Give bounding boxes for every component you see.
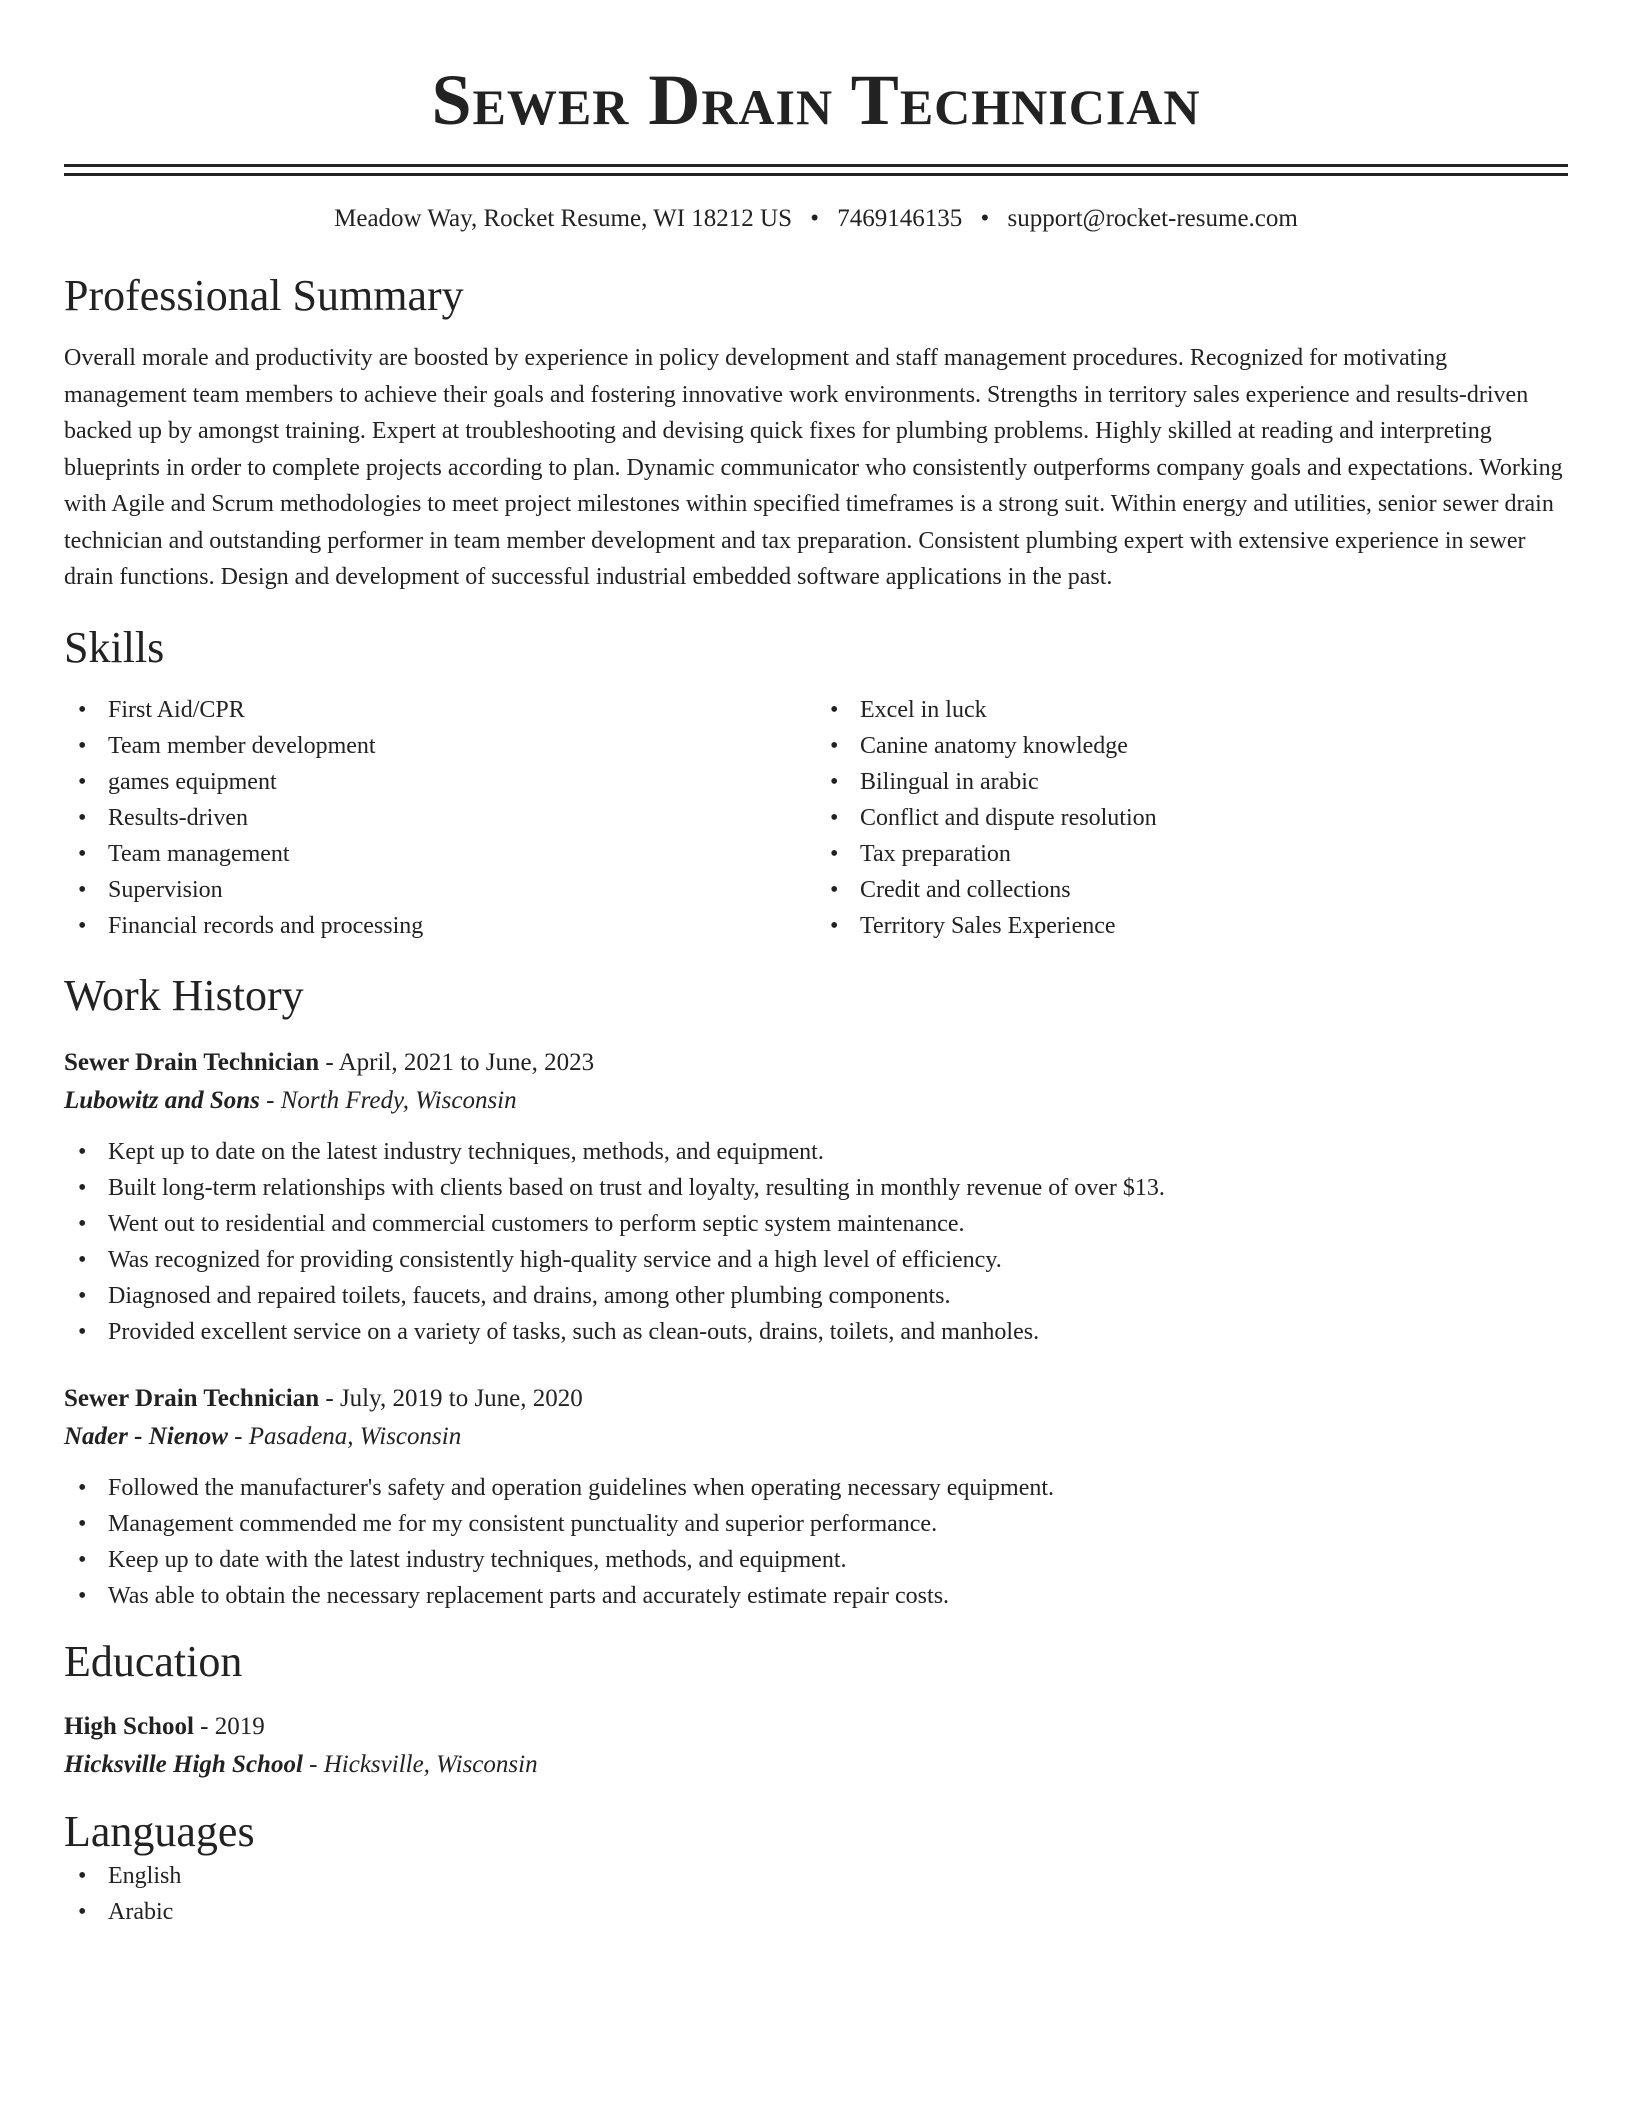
- job-duties-list: [64, 1470, 1568, 1614]
- job-duty-item: • Keep up to date with the latest industry techniques, methods, and equipment.: [64, 1542, 1568, 1578]
- contact-phone: 7469146135: [837, 205, 963, 232]
- job-duty-item: • Built long-term relationships with clients based on trust and loyalty, resulting in monthly revenue of over $13.: [64, 1170, 1568, 1206]
- skill-item: • Team management: [64, 836, 816, 872]
- education-school: Hicksville High School: [64, 1750, 303, 1778]
- summary-section-title: Professional Summary: [64, 271, 464, 320]
- job-duty-item: • Kept up to date on the latest industry techniques, methods, and equipment.: [64, 1134, 1568, 1170]
- job-role: Sewer Drain Technician: [64, 1384, 320, 1412]
- skill-item: • Financial records and processing: [64, 908, 816, 944]
- job-role-line: [64, 1044, 1568, 1082]
- job-entry: [64, 1044, 1568, 1350]
- skill-item: • Bilingual in arabic: [816, 764, 1568, 800]
- job-duties-list: [64, 1134, 1568, 1350]
- skills-list-left: [64, 692, 816, 944]
- job-company-line: [64, 1082, 1568, 1120]
- job-dates: - July, 2019 to June, 2020: [319, 1384, 583, 1412]
- language-item: • English: [64, 1858, 1568, 1894]
- job-duty-item: • Followed the manufacturer's safety and operation guidelines when operating necessary equipment.: [64, 1470, 1568, 1506]
- summary-paragraph: Overall morale and productivity are boosted by experience in policy development and staff management procedures. Recognized for motivating management team members to achieve their goals and fostering innovative work environments. Strengths in territory sales experience and results-driven backed up by amongst training. Expert at troubleshooting and devising quick fixes for plumbing problems. Highly skilled at reading and interpreting blueprints in order to complete projects according to plan. Dynamic communicator who consistently outperforms company goals and expectations. Working with Agile and Scrum methodologies to meet project milestones within specified timeframes is a strong suit. Within energy and utilities, senior sewer drain technician and outstanding performer in team member development and tax preparation. Consistent plumbing expert with extensive experience in sewer drain functions. Design and development of successful industrial embedded software applications in the past.: [64, 345, 1563, 590]
- contact-address: Meadow Way, Rocket Resume, WI 18212 US: [334, 205, 793, 232]
- job-location: - Pasadena, Wisconsin: [227, 1422, 462, 1450]
- job-duty-item: • Provided excellent service on a variety of tasks, such as clean-outs, drains, toilets, and manholes.: [64, 1314, 1568, 1350]
- language-item: • Arabic: [64, 1894, 1568, 1930]
- job-company-line: [64, 1418, 1568, 1456]
- education-location: - Hicksville, Wisconsin: [302, 1750, 538, 1778]
- job-company: Lubowitz and Sons: [64, 1086, 260, 1114]
- education-entry: [64, 1708, 1568, 1784]
- skill-item: • Team member development: [64, 728, 816, 764]
- job-duty-item: • Management commended me for my consistent punctuality and superior performance.: [64, 1506, 1568, 1542]
- resume-name-heading: Sewer Drain Technician: [431, 60, 1201, 140]
- contact-line: [64, 202, 1568, 236]
- skills-list-right: [816, 692, 1568, 944]
- header-double-divider: [64, 164, 1568, 176]
- skills-columns: [64, 692, 1568, 944]
- work-history-section-title: Work History: [64, 970, 304, 1020]
- languages-section-title: Languages: [64, 1806, 255, 1856]
- skill-item: • Tax preparation: [816, 836, 1568, 872]
- skill-item: • Territory Sales Experience: [816, 908, 1568, 944]
- contact-separator: •: [980, 205, 990, 232]
- education-year: - 2019: [193, 1712, 265, 1740]
- job-dates: - April, 2021 to June, 2023: [319, 1048, 595, 1076]
- skill-item: • Excel in luck: [816, 692, 1568, 728]
- education-degree: High School: [64, 1712, 194, 1740]
- job-duty-item: • Diagnosed and repaired toilets, faucets, and drains, among other plumbing components.: [64, 1278, 1568, 1314]
- contact-separator: •: [810, 205, 820, 232]
- job-role: Sewer Drain Technician: [64, 1048, 320, 1076]
- skills-section-title: Skills: [64, 622, 165, 672]
- job-duty-item: • Was recognized for providing consistently high-quality service and a high level of efficiency.: [64, 1242, 1568, 1278]
- education-degree-line: [64, 1708, 1568, 1746]
- skill-item: • Results-driven: [64, 800, 816, 836]
- skill-item: • Conflict and dispute resolution: [816, 800, 1568, 836]
- languages-list: [64, 1858, 1568, 1930]
- job-company: Nader - Nienow: [64, 1422, 228, 1450]
- skill-item: • Canine anatomy knowledge: [816, 728, 1568, 764]
- job-duty-item: • Went out to residential and commercial customers to perform septic system maintenance.: [64, 1206, 1568, 1242]
- skill-item: • games equipment: [64, 764, 816, 800]
- job-role-line: [64, 1380, 1568, 1418]
- skill-item: • Credit and collections: [816, 872, 1568, 908]
- contact-email: support@rocket-resume.com: [1007, 205, 1298, 232]
- skill-item: • Supervision: [64, 872, 816, 908]
- skill-item: • First Aid/CPR: [64, 692, 816, 728]
- job-entry: [64, 1380, 1568, 1614]
- education-school-line: [64, 1746, 1568, 1784]
- job-duty-item: • Was able to obtain the necessary replacement parts and accurately estimate repair costs.: [64, 1578, 1568, 1614]
- job-location: - North Fredy, Wisconsin: [259, 1086, 517, 1114]
- education-section-title: Education: [64, 1636, 243, 1686]
